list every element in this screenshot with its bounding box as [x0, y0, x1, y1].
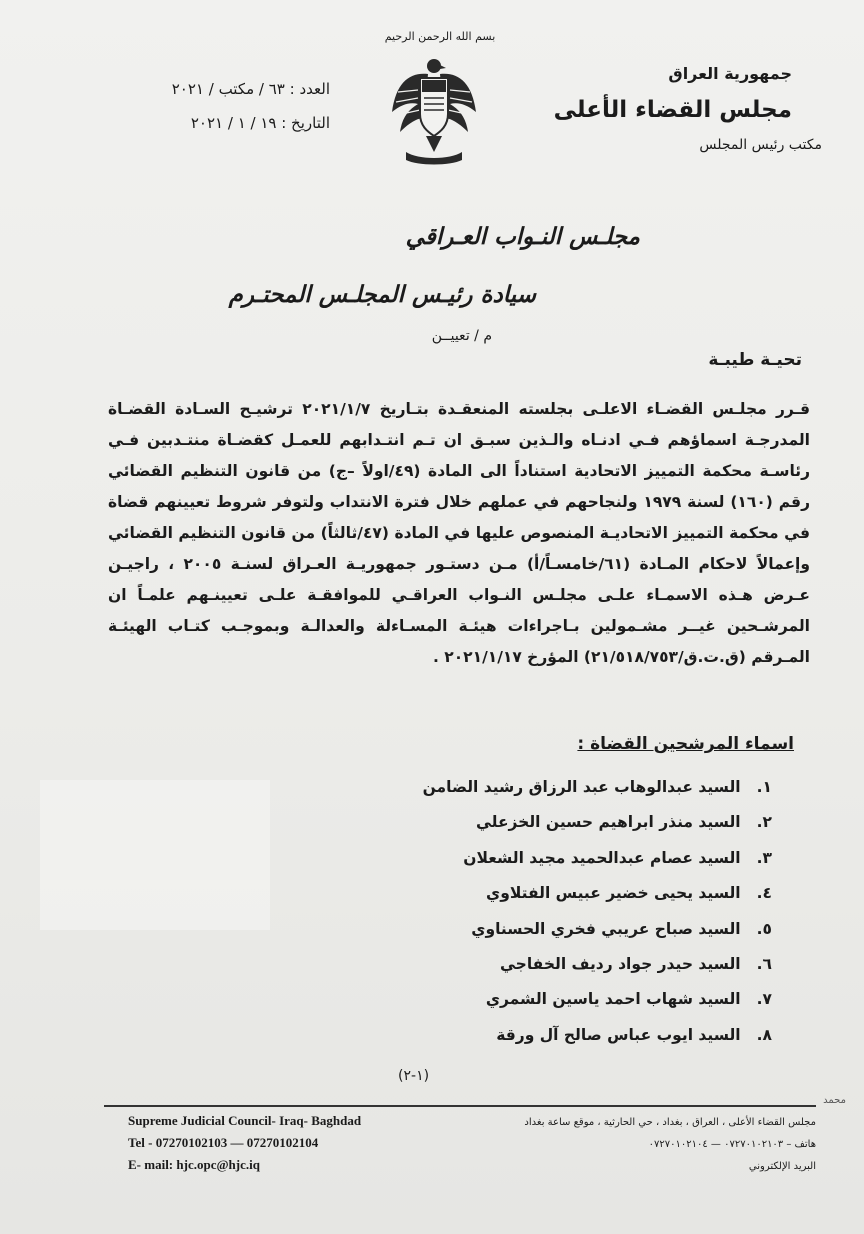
paper-glare [40, 780, 270, 930]
recipient-line-2: سيادة رئيـس المجلـس المحتـرم [228, 282, 536, 308]
footer-arabic-address: مجلس القضاء الأعلى ، العراق ، بغداد ، حي الحارثية ، موقع ساعة بغداد [524, 1117, 816, 1128]
basmala: بسم الله الرحمن الرحيم [384, 30, 496, 43]
iraq-eagle-emblem-icon [388, 52, 480, 170]
footer-english-phone: Tel - 07270102103 — 07270102104 [128, 1135, 319, 1150]
list-item: ٢. السيد منذر ابراهيم حسين الخزعلي [475, 813, 772, 832]
footer-english-email: E- mail: hjc.opc@hjc.iq [128, 1157, 260, 1172]
footer-arabic-phone: هاتف – ٠٧٢٧٠١٠٢١٠٣ — ٠٧٢٧٠١٠٢١٠٤ [648, 1139, 816, 1150]
candidates-list [312, 770, 772, 1053]
page-number: (١-٢) [398, 1068, 430, 1084]
footer-divider [104, 1105, 816, 1107]
corner-initials: محمد [823, 1095, 846, 1106]
list-item: ٧. السيد شهاب احمد ياسين الشمري [485, 990, 772, 1009]
footer-english [128, 1110, 361, 1176]
list-item: ١. السيد عبدالوهاب عبد الرزاق رشيد الضامن [422, 778, 772, 796]
list-item: ٤. السيد يحيى خضير عبيس الفتلاوي [486, 884, 772, 903]
letter-body: قـرر مجلـس القضـاء الاعلـى بجلسته المنعقـدة بتـاريخ ٢٠٢١/١/٧ ترشيـح السـادة القضـاة المدرجـة اسماؤهم فـي ادنـاه والـذين سبـق ان تـم انتـدابهم للعمـل كقضـاة منتـدبين فـي رئاسـة محكمة التمييز الاتحادية استناداً الى المادة (٤٩/اولاً –ج) من قانون التنظيم القضائي رقم (١٦٠) لسنة ١٩٧٩ ولنجاحهم في عملهم خلال فترة الانتداب ولتوفر شروط تعيينهم قضاة في محكمة التمييز الاتحاديـة المنصوص عليها في المادة (٤٧/ثالثاً) من قانون التنظيم القضائي وإعمالاً لاحكام المـادة (٦١/خامسـاً/أ) مـن دستـور جمهوريـة العـراق لسنـة ٢٠٠٥ ، راجيـن عـرض هـذه الاسمـاء علـى مجلـس النـواب العراقـي للموافقـة علـى تعيينـهم علمـاً ان المرشـحين غيــر مشـمولين بـاجراءات هيئـة المسـاءلة والعدالـة وبموجـب كتـاب الهيئـة المـرقم (ق.ت.ق/٢١/٥١٨/٧٥٣) المؤرخ ٢٠٢١/١/١٧ . [108, 400, 811, 666]
reference-block [110, 72, 330, 140]
list-item: ٣. السيد عصام عبدالحميد مجيد الشعلان [463, 848, 772, 867]
footer-arabic-email: البريد الإلكتروني [748, 1161, 816, 1172]
country-name: جمهورية العراق [668, 64, 792, 83]
footer-arabic [486, 1112, 816, 1178]
subject-line: م / تعييــن [431, 328, 492, 344]
office-name: مكتب رئيس المجلس [699, 137, 822, 153]
list-item: ٨. السيد ايوب عباس صالح آل ورقة [496, 1025, 772, 1044]
footer-english-address: Supreme Judicial Council- Iraq- Baghdad [128, 1113, 362, 1128]
greeting: تحيـة طيبـة [708, 350, 802, 370]
council-name: مجلس القضاء الأعلى [553, 97, 792, 123]
list-item: ٥. السيد صباح عريبي فخري الحسناوي [471, 919, 772, 938]
candidates-title: اسماء المرشحين القضاة : [577, 734, 794, 754]
list-item: ٦. السيد حيدر جواد رديف الخفاجي [500, 954, 772, 973]
letter-date: التاريخ : ١٩ / ١ / ٢٠٢١ [190, 114, 330, 132]
reference-number: العدد : ٦٣ / مكتب / ٢٠٢١ [171, 80, 330, 98]
recipient-line-1: مجلـس النـواب العـراقي [405, 224, 640, 250]
issuer-block [553, 64, 822, 153]
